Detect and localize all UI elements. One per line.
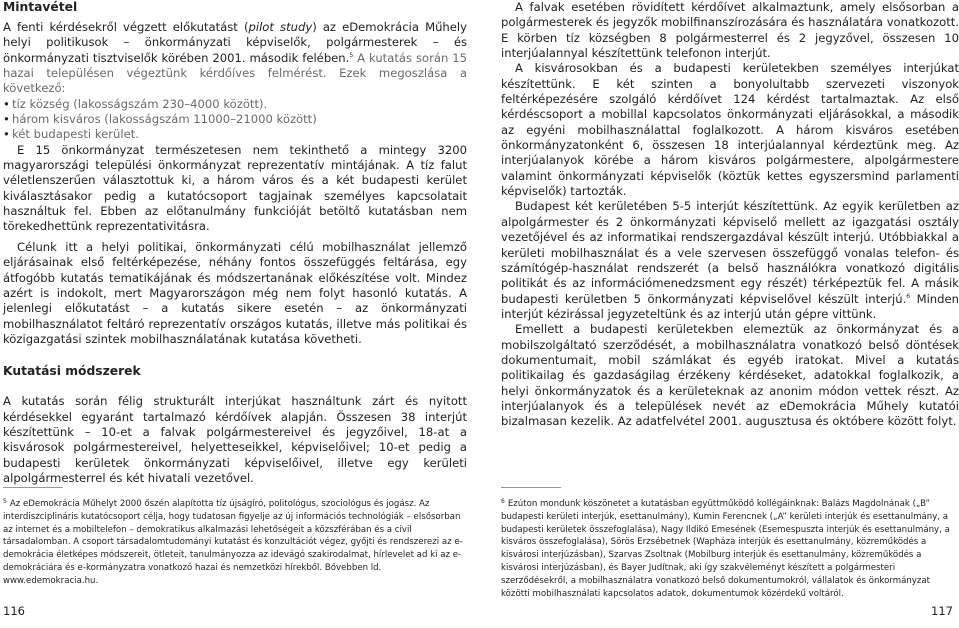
footnote-5 xyxy=(3,496,467,588)
intro-text-3: A kutatás során 15 hazai településen végeztünk kérdőíves felmérést. Ezek megoszlása a következő: xyxy=(3,50,467,96)
footnote-6 xyxy=(501,496,956,600)
footnote-divider-right xyxy=(501,487,561,488)
footnote-ref-5[interactable]: 5 xyxy=(349,51,354,59)
list-item: • tíz község (lakosságszám 230–4000 között). xyxy=(3,97,467,112)
footnote-text: Az eDemokrácia Műhelyt 2000 őszén alapította tíz újságíró, politológus, szociológus és jogász. Az interdiszciplináris kutatócsoport célja, hogy tudatosan figyelje az új információs technológiák – elsősorban az internet és a mobiltelefon – demokratikus alkalmazási lehetőségeit a közszférában és a civil társadalomban. A csoport társadalomtudományi kutatást és konzultációt végez, győjti és rendszerezi az e-demokrácia életképes módszereit, ötleteit, tanulmányozza az idevágó szakirodalmat, hírlevelet ad ki az e-demokráciára és e-kormányzatra vonatkozó hazai és nemzetközi hírekből. Bővebben ld. www.edemokracia.hu. xyxy=(3,499,463,586)
settlement-list xyxy=(3,97,467,143)
intro-paragraph xyxy=(3,20,467,97)
page-number-left: 116 xyxy=(3,604,25,618)
selection-paragraph: E 15 önkormányzat természetesen nem tekinthető a mintegy 3200 magyarországi települési önkormányzat reprezentatív mintájának. A tíz falut véletlenszerűen választottuk ki, a három város és a két budapesti kerület kiválasztásakor pedig a kutatócsoport tagjainak személyes kapcsolatait használtuk fel. Ebben az előtanulmány funkcióját betöltő kutatásban nem törekedhettünk reprezentativitásra. xyxy=(3,142,467,234)
budapest-tail: Minden interjút kézirással jegyzeteltünk és az interjú után gépre vittünk. xyxy=(501,291,959,321)
section-heading-sampling: Mintavétel xyxy=(3,0,78,14)
goal-paragraph: Célunk itt a helyi politikai, önkormányzati célú mobilhasználat jellemző eljárásainak első feltérképezése, néhány fontos összefüggés feltárása, egy átfogóbb kutatás tematikájának és módszertanának előkészítése volt. Mindez azért is indokolt, mert Magyarországon még nem folyt hasonló kutatás. A jelenlegi előkutatást – a kutatás sikere esetén – az önkormányzati mobilhasználatot feltáró reprezentatív országos kutatás, illetve más politikai és közigazgatási szintek mobilhasználatának kutatása követheti. xyxy=(3,239,467,346)
footnote-text: Ezúton mondunk köszönetet a kutatásban együttműködő kollégáinknak: Balázs Magdolnának („B” budapesti kerületi interjúk, esettanulmány), Kumin Ferencnek („A” kerületi interjúk és esettanulmány, a budapesti kerületek összefoglalása), Nagy Ildikó Emesének (Esemespuszta interjúk és esettanulmány, a kisváros összefoglalása), Sörös Erzsébetnek (Wapháza interjúk és esettanulmány, közreműködés a kisvárosi interjúzásban), Szarvas Zsoltnak (Mobilburg interjúk és esettanulmány, közreműködés a kisvárosi interjúzásban), és Bayer Judítnak, aki így szakvéleményt készített a polgármesteri szerződésekről, a mobilhasználatra vonatkozó belső dokumentumokról, vállalatok és önkormányzat közötti mobilhasználati kapcsolatos adatok, dokumentumok közérdekű voltáról. xyxy=(501,499,950,599)
budapest-text: Budapest két kerületében 5-5 interjút készítettünk. Az egyik kerületben az alpolgármester és 2 önkormányzati képviselő mellett az igazgatási osztály vezetőjével és az informatikai rendszergazdával készült interjú. Utóbbiakkal a kerületi mobilhasználat és a vele szervesen összefüggő vonalas telefon- és számítógép-használat rendszerét (a belső használókra vonatkozó digitális politikát és az információmenedzsment egy részét) térképeztük fel. A másik budapesti kerületben 5 önkormányzati képviselővel készült interjú. xyxy=(501,199,959,306)
intro-text-2: ) az eDemokrácia Műhely helyi politikusok – önkormányzati képviselők, polgármesterek – és önkormányzati tisztviselők körében 2001. második felében. xyxy=(3,20,467,65)
section-heading-methods: Kutatási módszerek xyxy=(3,364,141,379)
list-item: • két budapesti kerület. xyxy=(3,127,467,142)
thanks-paragraph: Emellett a budapesti kerületekben elemeztük az önkormányzat és a mobilszolgáltató szerződését, a mobilhasználatra vonatkozó belső döntések dokumentumait, mobil számlákat és egyéb iratokat. Mivel a kutatás politikailag és gazdaságilag érzékeny kérdéseket, adatokkal foglalkozik, a helyi önkormányzatok és a kerületeknak az anonim módon vettek részt. Az interjúalanyok és a települések nevét az eDemokrácia Műhely kutatói bizalmasan kezelik. Az adatfelvétel 2001. augusztusa és októbere között folyt. xyxy=(501,322,959,429)
page-number-right: 117 xyxy=(931,604,953,618)
budapest-paragraph xyxy=(501,199,959,322)
intro-italic: pilot study xyxy=(248,20,313,34)
footnote-ref-6[interactable]: 6 xyxy=(906,292,911,300)
methods-paragraph: A kutatás során félig strukturált interjúkat használtunk zárt és nyitott kérdésekkel egyaránt tartalmazó kérdőívek alapján. Összesen 38 interjút készítettünk – 10-et a falvak polgármestereivel és jegyzőivel, 18-at a kisvárosok polgármestereivel, helyetteseikkel, képviselőivel; 10-et pedig a budapesti kerületek önkormányzati képviselőivel, illetve egy kerületi alpolgármesterrel és két hivatali vezetővel. xyxy=(3,394,467,485)
footnote-number: 6 xyxy=(501,498,505,505)
footnote-number: 5 xyxy=(3,498,7,505)
left-column xyxy=(3,0,467,486)
villages-paragraph: A falvak esetében rövidített kérdőívet alkalmaztunk, amely elsősorban a polgármesterek és jegyzők mobilfinanszírozására és használatára vonatkozott. E körben tíz községben 8 polgármesterrel és 2 jegyzővel, összesen 10 interjúalannyal készítettünk telefonon interjút. xyxy=(501,0,959,61)
list-item: • három kisváros (lakosságszám 11000–21000 között) xyxy=(3,112,467,127)
footnote-divider-left xyxy=(3,487,63,488)
intro-text-1: A fenti kérdésekről végzett előkutatást ( xyxy=(3,20,249,34)
right-column xyxy=(501,0,959,430)
towns-paragraph: A kisvárosokban és a budapesti kerületekben személyes interjúkat készítettünk. E két szinten a bonyolultabb szervezeti viszonyok feltérképezésére szolgáló kérdőívet 124 kérdést tartalmaztak. Az első kérdéscsoport a mobillal kapcsolatos önkormányzati eljárásokkal, a második az egyéni mobilhasználattal foglalkozott. A három kisváros esetében önkormányzatonként 6, összesen 18 interjúalannyal kérdeztünk meg. Az interjúalanyok körébe a három kisváros polgármestere, alpolgármestere valamint önkormányzati képviselők (köztük kettes egyszersmind parlamenti képviselők) tartozták. xyxy=(501,61,959,199)
